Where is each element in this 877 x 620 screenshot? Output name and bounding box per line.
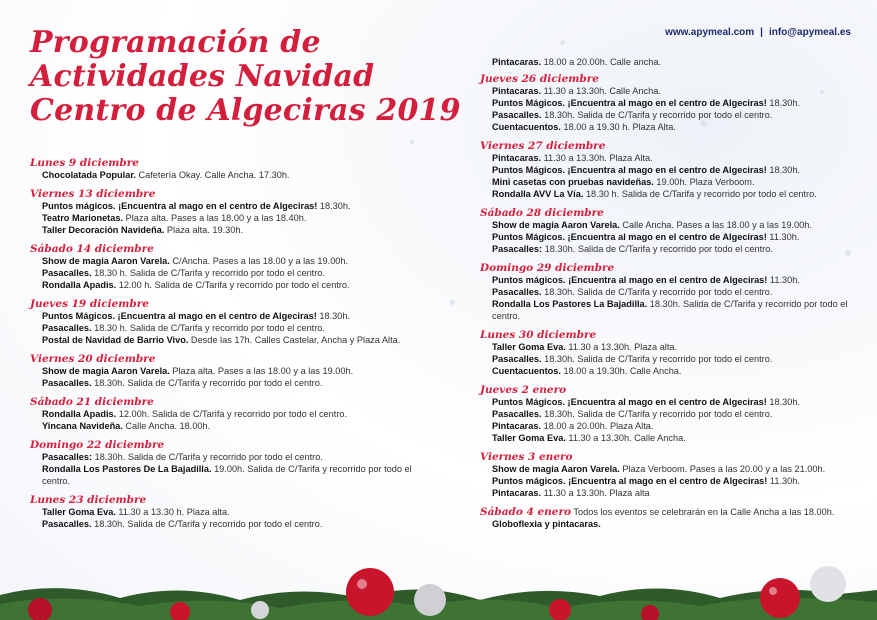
event-name: Show de magia Aaron Varela. [492, 464, 620, 474]
event-item [480, 298, 865, 322]
event-details: 18.30 h. Salida de C/Tarifa y recorrido por todo el centro. [91, 323, 325, 333]
day-title: Sábado 4 enero [480, 506, 572, 518]
event-item [480, 152, 865, 164]
day-title: Viernes 13 diciembre [30, 188, 156, 200]
event-details: 18.30h. Salida de C/Tarifa y recorrido por todo el centro. [492, 299, 848, 321]
event-name: Pasacalles. [492, 409, 542, 419]
event-details: C/Ancha. Pases a las 18.00 y a las 19.00h. [169, 256, 349, 266]
event-details: 18.30h. [316, 311, 351, 321]
day-block [30, 188, 430, 236]
event-name: Globoflexia y pintacaras. [492, 519, 601, 529]
event-name: Postal de Navidad de Barrio Vivo. [42, 335, 189, 345]
event-details: 18.30h. [766, 397, 801, 407]
event-details: 11.30 a 13.30h. Plaza Alta. [541, 153, 653, 163]
day-block [30, 396, 430, 432]
event-details: Calle Ancha. Pases a las 18.00 y a las 19.00h. [619, 220, 812, 230]
event-name: Puntos Mágicos. ¡Encuentra al mago en el centro de Algeciras! [492, 232, 767, 242]
event-name: Puntos Mágicos. ¡Encuentra al mago en el centro de Algeciras! [492, 397, 767, 407]
day-block [30, 439, 430, 487]
event-name: Yincana Navideña. [42, 421, 123, 431]
event-name: Show de magia Aaron Varela. [492, 220, 620, 230]
event-details: 18.30h. Salida de C/Tarifa y recorrido por todo el centro. [92, 452, 323, 462]
event-details: Cafetería Okay. Calle Ancha. 17.30h. [135, 170, 290, 180]
event-details: 11.30h. [766, 232, 800, 242]
event-name: Puntos Mágicos. ¡Encuentra al mago en el centro de Algeciras! [492, 98, 767, 108]
day-block [30, 243, 430, 291]
event-name: Puntos mágicos. ¡Encuentra al mago en el centro de Algeciras! [492, 275, 768, 285]
event-details: 18.30h. [766, 98, 801, 108]
event-item [30, 200, 430, 212]
event-details: 18.30h. Salida de C/Tarifa y recorrido por todo el centro. [91, 378, 323, 388]
ornament-silver [810, 566, 846, 602]
event-name: Pasacalles. [492, 110, 542, 120]
event-item [480, 231, 865, 243]
event-details: 12.00 h. Salida de C/Tarifa y recorrido por todo el centro. [116, 280, 350, 290]
event-details: Calle Ancha. 18.00h. [122, 421, 211, 431]
event-details: 18.00 a 19.30 h. Plaza Alta. [560, 122, 676, 132]
ornament-highlight [769, 587, 777, 595]
event-item [480, 341, 865, 353]
event-item [480, 475, 865, 487]
event-item [480, 432, 865, 444]
day-title: Lunes 30 diciembre [480, 329, 597, 341]
event-name: Pasacalles. [42, 323, 92, 333]
day-title: Viernes 20 diciembre [30, 353, 156, 365]
event-name: Pasacalles. [492, 354, 542, 364]
event-item [480, 518, 865, 530]
event-item [480, 420, 865, 432]
event-details: 18.30h. [766, 165, 801, 175]
day-block-last [480, 506, 865, 530]
event-item [30, 279, 430, 291]
event-details: Plaza alta. Pases a las 18.00 y a las 18.40h. [123, 213, 307, 223]
christmas-garland [0, 540, 877, 620]
event-item [480, 219, 865, 231]
ornament-silver [414, 584, 446, 616]
continued-day [480, 56, 865, 68]
ornament-silver [251, 601, 269, 619]
event-name: Puntos mágicos. ¡Encuentra al mago en el centro de Algeciras! [42, 201, 318, 211]
event-name: Pintacaras. [492, 153, 542, 163]
schedule-right-column [480, 56, 865, 537]
event-name: Pintacaras. [492, 421, 542, 431]
day-block [30, 353, 430, 389]
snow-dot [560, 40, 565, 45]
event-item [480, 365, 865, 377]
event-item [30, 506, 430, 518]
event-item [30, 334, 430, 346]
snow-dot [410, 140, 414, 144]
event-name: Pasacalles. [492, 287, 542, 297]
day-title: Sábado 21 diciembre [30, 396, 154, 408]
day-title: Lunes 9 diciembre [30, 157, 139, 169]
day-note: Todos los eventos se celebrarán en la Calle Ancha a las 18.00h. [571, 507, 835, 517]
event-details: 18.30 h. Salida de C/Tarifa y recorrido por todo el centro. [91, 268, 325, 278]
event-item [30, 322, 430, 334]
day-title: Domingo 29 diciembre [480, 262, 615, 274]
day-title: Sábado 14 diciembre [30, 243, 154, 255]
event-item [30, 224, 430, 236]
day-block [30, 494, 430, 530]
event-item [30, 310, 430, 322]
event-details: Desde las 17h. Calles Castelar, Ancha y Plaza Alta. [188, 335, 401, 345]
event-details: 18.30h. Salida de C/Tarifa y recorrido por todo el centro. [541, 110, 773, 120]
event-item [480, 286, 865, 298]
day-title: Jueves 26 diciembre [480, 73, 599, 85]
ornament-red [346, 568, 394, 616]
event-name: Taller Decoración Navideña. [42, 225, 165, 235]
event-name: Rondalla AVV La Vía. [492, 189, 584, 199]
event-name: Mini casetas con pruebas navideñas. [492, 177, 654, 187]
contact-bar [665, 27, 851, 38]
day-title: Jueves 19 diciembre [30, 298, 149, 310]
event-item [30, 408, 430, 420]
event-details: 11.30 a 13.30h. Calle Ancha. [541, 86, 661, 96]
event-item [30, 420, 430, 432]
event-name: Pasacalles. [42, 268, 92, 278]
event-item [480, 164, 865, 176]
event-details: 18.30h. Salida de C/Tarifa y recorrido por todo el centro. [542, 244, 773, 254]
day-title: Jueves 2 enero [480, 384, 567, 396]
day-block [480, 207, 865, 255]
event-details: 18.30h. Salida de C/Tarifa y recorrido por todo el centro. [541, 287, 773, 297]
snow-dot [450, 300, 455, 305]
event-details: Plaza Verboom. Pases a las 20.00 y a las 21.00h. [619, 464, 826, 474]
event-details: Plaza alta. 19.30h. [164, 225, 244, 235]
day-title: Viernes 3 enero [480, 451, 573, 463]
day-block [480, 384, 865, 444]
website-link[interactable]: www.apymeal.com [665, 27, 755, 38]
event-item [30, 451, 430, 463]
event-name: Puntos Mágicos. ¡Encuentra al mago en el centro de Algeciras! [42, 311, 317, 321]
event-name: Rondalla Apadis. [42, 409, 117, 419]
event-item [30, 365, 430, 377]
day-block [30, 298, 430, 346]
event-name: Puntos Mágicos. ¡Encuentra al mago en el centro de Algeciras! [492, 165, 767, 175]
title-line-2: Actividades Navidad [30, 59, 375, 94]
event-name: Pasacalles: [492, 244, 543, 254]
event-name: Taller Goma Eva. [42, 507, 116, 517]
event-item [480, 176, 865, 188]
event-name: Pasacalles. [42, 519, 92, 529]
event-item [480, 487, 865, 499]
event-details: 18.00 a 20.00h. Calle ancha. [541, 57, 662, 67]
event-details: Plaza alta. Pases a las 18.00 y a las 19.00h. [169, 366, 354, 376]
day-block [480, 262, 865, 322]
event-details: 11.30h. [767, 476, 800, 486]
event-item [480, 85, 865, 97]
event-name: Chocolatada Popular. [42, 170, 136, 180]
day-title: Sábado 28 diciembre [480, 207, 604, 219]
title-line-1: Programación de [30, 25, 321, 60]
event-item [30, 267, 430, 279]
event-item [30, 377, 430, 389]
email-link[interactable]: info@apymeal.es [768, 27, 851, 38]
event-item [30, 169, 430, 181]
event-name: Pintacaras. [492, 488, 542, 498]
event-item [480, 408, 865, 420]
event-details: 18.30h. [317, 201, 351, 211]
event-item [480, 243, 865, 255]
event-item [480, 353, 865, 365]
event-name: Puntos mágicos. ¡Encuentra al mago en el centro de Algeciras! [492, 476, 768, 486]
event-item [30, 255, 430, 267]
event-details: 11.30 a 13.30h. Plaza alta [541, 488, 650, 498]
event-details: 18.00 a 19.30h. Calle Ancha. [560, 366, 682, 376]
event-name: Taller Goma Eva. [492, 342, 566, 352]
day-block [480, 73, 865, 133]
day-block [480, 451, 865, 499]
day-title: Lunes 23 diciembre [30, 494, 147, 506]
event-name: Rondalla Los Pastores De La Bajadilla. [42, 464, 212, 474]
event-details: 18.30h. Salida de C/Tarifa y recorrido por todo el centro. [91, 519, 323, 529]
ornament-red [549, 599, 571, 620]
event-name: Pintacaras. [492, 86, 542, 96]
event-details: 19.00h. Plaza Verboom. [653, 177, 755, 187]
event-item [30, 212, 430, 224]
event-details: 12.00h. Salida de C/Tarifa y recorrido por todo el centro. [116, 409, 348, 419]
day-block [30, 157, 430, 181]
event-item [480, 109, 865, 121]
event-name: Pintacaras. [492, 57, 542, 67]
event-details: 11.30 a 13.30 h. Plaza alta. [115, 507, 230, 517]
contact-separator: | [760, 27, 763, 38]
page-title [30, 25, 461, 128]
right-day-list [480, 73, 865, 499]
event-details: 18.30h. Salida de C/Tarifa y recorrido por todo el centro. [541, 354, 773, 364]
event-details: 11.30 a 13.30h. Calle Ancha. [565, 433, 686, 443]
event-name: Show de magia Aaron Varela. [42, 366, 170, 376]
event-item [480, 396, 865, 408]
event-item [480, 97, 865, 109]
event-name: Rondalla Los Pastores La Bajadilla. [492, 299, 648, 309]
event-name: Taller Goma Eva. [492, 433, 566, 443]
event-details: 18.30 h. Salida de C/Tarifa y recorrido por todo el centro. [583, 189, 817, 199]
event-item [480, 274, 865, 286]
event-name: Show de magia Aaron Varela. [42, 256, 170, 266]
event-item [480, 463, 865, 475]
event-item [480, 188, 865, 200]
event-name: Teatro Marionetas. [42, 213, 124, 223]
event-name: Rondalla Apadis. [42, 280, 117, 290]
event-name: Cuentacuentos. [492, 366, 561, 376]
day-block [480, 140, 865, 200]
event-name: Pasacalles: [42, 452, 93, 462]
event-item [480, 121, 865, 133]
event-item [30, 463, 430, 487]
day-title: Domingo 22 diciembre [30, 439, 165, 451]
event-item [480, 56, 865, 68]
event-details: 11.30h. [767, 275, 800, 285]
event-item [30, 518, 430, 530]
event-details: 11.30 a 13.30h. Plaza alta. [565, 342, 678, 352]
event-details: 18.00 a 20.00h. Plaza Alta. [541, 421, 654, 431]
title-line-3: Centro de Algeciras 2019 [30, 93, 461, 128]
day-block [480, 329, 865, 377]
schedule-left-column [30, 157, 430, 537]
ornament-red [760, 578, 800, 618]
event-details: 18.30h. Salida de C/Tarifa y recorrido por todo el centro. [541, 409, 773, 419]
ornament-highlight [357, 579, 367, 589]
event-name: Cuentacuentos. [492, 122, 561, 132]
event-details: 19.00h. Salida de C/Tarifa y recorrido por todo el centro. [42, 464, 412, 486]
day-title: Viernes 27 diciembre [480, 140, 606, 152]
event-name: Pasacalles. [42, 378, 92, 388]
